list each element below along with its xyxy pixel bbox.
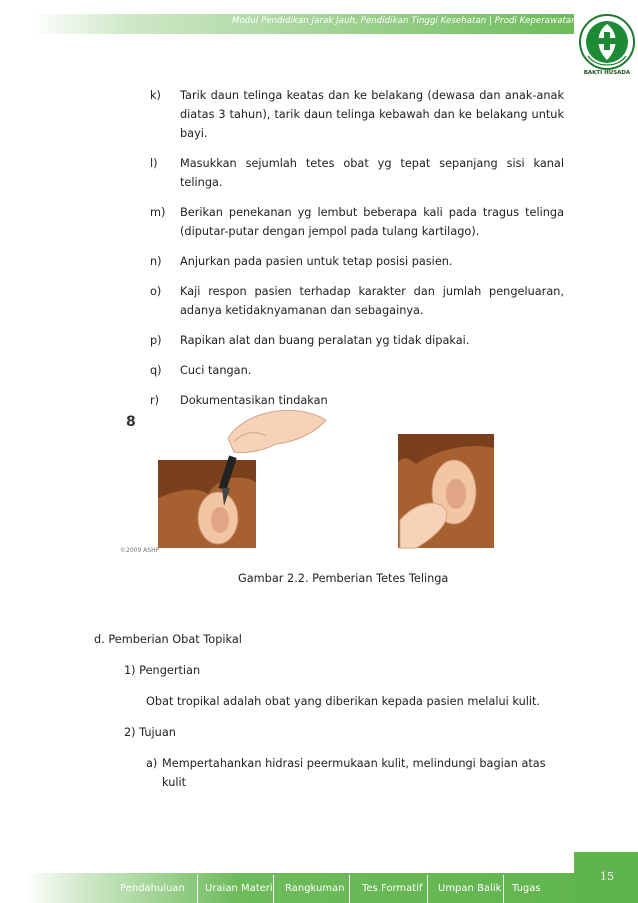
purpose-item-text: Mempertahankan hidrasi peermukaan kulit, melindungi bagian atas	[162, 757, 546, 770]
nav-uraian-materi[interactable]: Uraian Materi	[205, 882, 273, 894]
nav-tes-formatif[interactable]: Tes Formatif	[362, 882, 423, 894]
purpose-item-label: a)	[146, 757, 158, 770]
nav-separator	[273, 875, 274, 903]
step-item: l) Masukkan sejumlah tetes obat yg tepat sepanjang sisi kanal telinga.	[150, 157, 564, 189]
page-number: 15	[600, 870, 614, 883]
nav-pendahuluan[interactable]: Pendahuluan	[120, 882, 185, 894]
procedure-steps	[150, 86, 564, 421]
figure-copyright: ©2009 ASHP	[120, 547, 160, 554]
subsection-heading: 1) Pengertian	[124, 664, 201, 677]
section-heading: d. Pemberian Obat Topikal	[94, 633, 242, 646]
subsection-heading: 2) Tujuan	[124, 726, 176, 739]
step-item: r) Dokumentasikan tindakan	[150, 394, 328, 407]
nav-separator	[503, 875, 504, 903]
left-ear-panel	[158, 410, 326, 548]
purpose-item-text: kulit	[162, 776, 187, 789]
step-item: m) Berikan penekanan yg lembut beberapa kali pada tragus telinga (diputar-putar dengan jempol pada tulang kartilago).	[150, 206, 564, 238]
definition-text: Obat tropikal adalah obat yang diberikan kepada pasien melalui kulit.	[146, 695, 541, 708]
step-item: k) Tarik daun telinga keatas dan ke belakang (dewasa dan anak-anak diatas 3 tahun), tarik daun telinga kebawah dan ke belakang untuk bayi.	[150, 89, 564, 140]
ear-drops-illustration	[116, 402, 516, 560]
step-item: o) Kaji respon pasien terhadap karakter dan jumlah pengeluaran, adanya ketidaknyamanan dan sebagainya.	[150, 285, 564, 317]
figure-number: 8	[126, 414, 136, 430]
nav-rangkuman[interactable]: Rangkuman	[285, 882, 345, 894]
step-item: n) Anjurkan pada pasien untuk tetap posisi pasien.	[150, 255, 453, 268]
nav-tugas[interactable]: Tugas	[512, 882, 541, 894]
nav-umpan-balik[interactable]: Umpan Balik	[438, 882, 502, 894]
header-title: Modul Pendidikan Jarak Jauh, Pendidikan Tinggi Kesehatan | Prodi Keperawatan	[232, 16, 577, 26]
svg-text:BAKTI HUSADA: BAKTI HUSADA	[583, 70, 631, 76]
right-ear-panel	[398, 434, 494, 548]
nav-separator	[197, 875, 198, 903]
step-item: p) Rapikan alat dan buang peralatan yg tidak dipakai.	[150, 334, 470, 347]
bakti-husada-logo	[578, 10, 636, 80]
nav-separator	[349, 875, 350, 903]
nav-separator	[427, 875, 428, 903]
figure-caption: Gambar 2.2. Pemberian Tetes Telinga	[238, 572, 449, 585]
step-item: q) Cuci tangan.	[150, 364, 252, 377]
